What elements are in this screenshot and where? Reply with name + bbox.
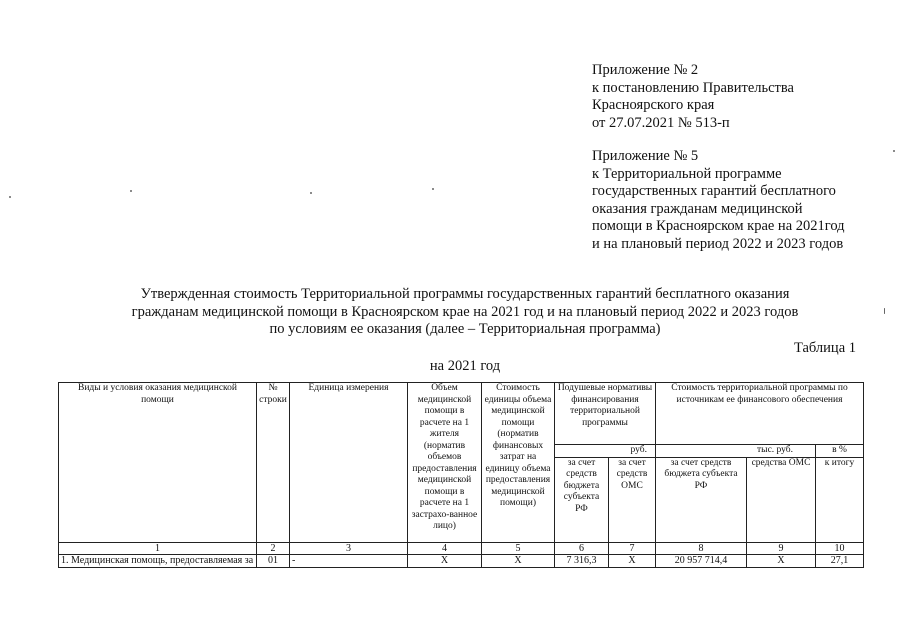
header-row-number: № строки bbox=[257, 383, 290, 543]
header-unit-cost: Стоимость единицы объема медицинской помощи (норматив финансовых затрат на единицу объема предоставления медицинской помощи) bbox=[482, 383, 555, 543]
cost-table bbox=[58, 382, 864, 568]
scan-speck bbox=[310, 192, 312, 194]
cell-kind: 1. Медицинская помощь, предоставляемая за bbox=[59, 554, 257, 567]
table-number-label: Таблица 1 bbox=[793, 340, 856, 356]
annex-line: помощи в Красноярском крае на 2021год bbox=[592, 218, 845, 234]
annex-line: государственных гарантий бесплатного bbox=[592, 183, 836, 199]
cell-tc-pct: 27,1 bbox=[816, 554, 864, 567]
scan-speck bbox=[9, 196, 11, 198]
column-number: 10 bbox=[816, 542, 864, 554]
scan-speck bbox=[884, 308, 885, 314]
header-per-capita: Подушевые нормативы финансирования территориальной программы bbox=[555, 383, 656, 445]
annex-line: к Территориальной программе bbox=[592, 165, 782, 182]
annex-line: и на плановый период 2022 и 2023 годов bbox=[592, 235, 844, 252]
cell-unit: - bbox=[290, 554, 408, 567]
annex-line: оказания гражданам медицинской bbox=[592, 200, 803, 217]
cell-row-number: 01 bbox=[257, 554, 290, 567]
header-pc-oms: за счет средств ОМС bbox=[609, 457, 656, 542]
annex-line: к постановлению Правительства bbox=[592, 79, 794, 96]
column-number: 6 bbox=[555, 542, 609, 554]
header-rub: руб. bbox=[555, 445, 656, 458]
scan-speck bbox=[130, 190, 132, 192]
document-title bbox=[0, 286, 900, 339]
column-number: 5 bbox=[482, 542, 555, 554]
header-total-cost: Стоимость территориальной программы по источникам ее финансового обеспечения bbox=[656, 383, 864, 445]
cell-volume: X bbox=[408, 554, 482, 567]
header-volume: Объем медицинской помощи в расчете на 1 жителя (норматив объемов предоставления медицинской помощи в расчете на 1 застрахо-ванное лицо) bbox=[408, 383, 482, 543]
title-line: по условиям ее оказания (далее – Территориальная программа) bbox=[269, 321, 661, 337]
table-row bbox=[59, 554, 864, 567]
header-tc-budget: за счет средств бюджета субъекта РФ bbox=[656, 457, 747, 542]
cell-cost: X bbox=[482, 554, 555, 567]
column-number: 1 bbox=[59, 542, 257, 554]
header-percent: в % bbox=[816, 445, 864, 458]
annex-line: Красноярского края bbox=[592, 97, 715, 113]
column-number: 4 bbox=[408, 542, 482, 554]
header-pc-budget: за счет средств бюджета субъекта РФ bbox=[555, 457, 609, 542]
header-tc-oms: средства ОМС bbox=[747, 457, 816, 542]
cell-pc-oms: X bbox=[609, 554, 656, 567]
annex-line: Приложение № 5 bbox=[592, 148, 699, 164]
title-line: гражданам медицинской помощи в Красноярском крае на 2021 год и на плановый период 2022 и 2023 годов bbox=[131, 303, 799, 320]
column-number: 7 bbox=[609, 542, 656, 554]
cell-pc-budget: 7 316,3 bbox=[555, 554, 609, 567]
scan-speck bbox=[893, 150, 895, 152]
year-label: на 2021 год bbox=[429, 358, 501, 374]
annex-line: от 27.07.2021 № 513-п bbox=[592, 114, 730, 131]
header-unit: Единица измерения bbox=[290, 383, 408, 543]
scan-speck bbox=[432, 188, 434, 190]
cell-tc-oms: X bbox=[747, 554, 816, 567]
annex-2-reference bbox=[592, 62, 794, 132]
column-number: 8 bbox=[656, 542, 747, 554]
header-kind: Виды и условия оказания медицинской помощи bbox=[59, 383, 257, 543]
header-tc-pct: к итогу bbox=[816, 457, 864, 542]
annex-line: Приложение № 2 bbox=[592, 62, 699, 78]
title-line: Утвержденная стоимость Территориальной программы государственных гарантий бесплатного оказания bbox=[140, 286, 790, 302]
column-number: 9 bbox=[747, 542, 816, 554]
annex-5-reference bbox=[592, 148, 845, 253]
column-number: 2 bbox=[257, 542, 290, 554]
header-thous-rub: тыс. руб. bbox=[656, 445, 816, 458]
column-number: 3 bbox=[290, 542, 408, 554]
cell-tc-budget: 20 957 714,4 bbox=[656, 554, 747, 567]
